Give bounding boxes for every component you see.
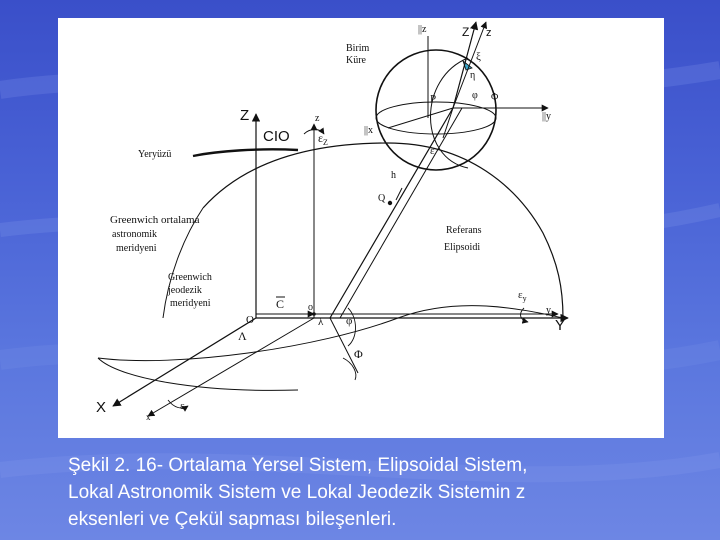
- z-parallel-label: ||z: [418, 24, 427, 35]
- equator-curve: [98, 358, 298, 390]
- figure-caption: [68, 452, 708, 533]
- epsilon-bar-label: ε: [430, 145, 435, 157]
- caption-line-1: Şekil 2. 16- Ortalama Yersel Sistem, Elipsoidal Sistem,: [68, 455, 528, 476]
- axis-Y-label: Y: [555, 317, 566, 334]
- zenith-astro-label: Z: [462, 25, 470, 39]
- geodetic-systems-diagram: [58, 18, 664, 438]
- x-small-label: x: [146, 412, 151, 422]
- Phi-lower-label: Φ: [354, 347, 363, 361]
- point-p-label: P: [430, 93, 437, 105]
- reference-ellipsoid-meridian: [203, 143, 563, 318]
- y-parallel-label: ||y: [542, 111, 552, 122]
- xi-label: ξ: [476, 51, 481, 63]
- diagram-panel: [58, 18, 664, 438]
- O-label: O: [246, 314, 254, 326]
- y-small-label: y: [546, 305, 551, 316]
- cio-label: CIO: [263, 128, 290, 145]
- greenwich-geod-label-2: jeodezik: [168, 285, 202, 296]
- greenwich-astro-label-2: astronomik: [112, 229, 157, 240]
- unit-sphere-equator: [376, 102, 496, 134]
- c-vector-label: C: [276, 297, 285, 311]
- lambda-projection-line: [330, 318, 358, 373]
- unit-sphere-label-2: Küre: [346, 55, 366, 66]
- axis-x-line: [113, 318, 256, 406]
- o-small-label: o: [308, 302, 313, 313]
- caption-line-3: eksenleri ve Çekül sapması bileşenleri.: [68, 509, 397, 530]
- point-q-dot: [388, 201, 392, 205]
- plumb-line: [340, 108, 462, 318]
- epsilon-z-label: $\varepsilon_Z$: [318, 131, 328, 147]
- epsilon-x-arc: [168, 400, 188, 408]
- earth-surface-curve: [193, 149, 298, 156]
- reference-ellipsoid-label-2: Elipsoidi: [444, 242, 481, 253]
- z-small-label: z: [315, 113, 320, 124]
- epsilon-y-label: $\varepsilon_y$: [518, 289, 527, 303]
- phi-lower-label: φ: [346, 315, 353, 327]
- greenwich-astro-label-1: Greenwich ortalama: [110, 214, 200, 226]
- x-parallel-label: ||x: [364, 125, 374, 136]
- Lambda-label: Λ: [238, 329, 247, 343]
- axis-X-label: X: [96, 399, 107, 416]
- greenwich-astro-label-3: meridyeni: [116, 243, 157, 254]
- lambda-small-label: λ: [318, 316, 324, 328]
- h-marker: [396, 188, 402, 200]
- greenwich-geod-label-1: Greenwich: [168, 272, 212, 283]
- earth-surface-label: Yeryüzü: [138, 149, 172, 160]
- phi-sphere-label: Φ: [491, 92, 499, 103]
- reference-ellipsoid-label-1: Referans: [446, 225, 482, 236]
- ellipsoid-normal-line: [330, 108, 453, 318]
- h-label: h: [391, 170, 396, 181]
- q-label: Q: [378, 193, 386, 204]
- eta-label: η: [470, 70, 476, 81]
- sphere-normal-line: [453, 22, 486, 108]
- unit-sphere-label-1: Birim: [346, 43, 370, 54]
- caption-line-2: Lokal Astronomik Sistem ve Lokal Jeodezik Sistemin z: [68, 482, 526, 503]
- greenwich-geod-label-3: meridyeni: [170, 298, 211, 309]
- psi-sphere-label: φ: [472, 90, 478, 101]
- z-ellipsoid-label: z: [486, 27, 492, 39]
- epsilon-x-label: ε: [180, 400, 185, 412]
- Phi-angle-arc: [343, 358, 356, 380]
- axis-Z-label: Z: [240, 107, 250, 124]
